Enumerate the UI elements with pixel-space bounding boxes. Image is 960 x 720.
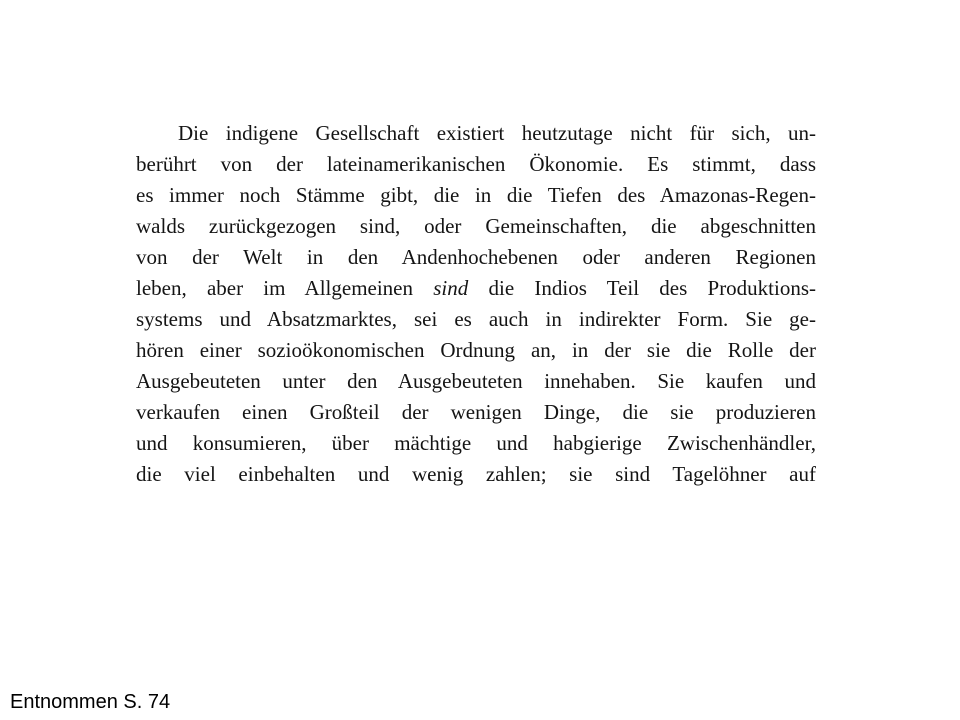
text-line: systems und Absatzmarktes, sei es auch in indirekter Form. Sie ge- [136,307,816,331]
text-line: walds zurückgezogen sind, oder Gemeinschaften, die abgeschnitten [136,214,816,238]
text-segment: die Indios Teil des Produktions- [488,276,817,300]
text-line: die viel einbehalten und wenig zahlen; sie sind Tagelöhner auf [136,462,816,486]
scanned-book-excerpt [136,118,816,503]
text-segment: leben, aber im Allgemeinen [136,276,414,300]
text-line: berührt von der lateinamerikanischen Ökonomie. Es stimmt, dass [136,152,816,176]
text-line: Ausgebeuteten unter den Ausgebeuteten innehaben. Sie kaufen und [136,369,816,393]
text-line [136,273,816,303]
text-line: von der Welt in den Andenhochebenen oder anderen Regionen [136,245,816,269]
text-line: verkaufen einen Großteil der wenigen Dinge, die sie produzieren [136,400,816,424]
emphasized-word: sind [433,276,469,300]
source-caption: Entnommen S. 74 [10,691,171,713]
text-line: es immer noch Stämme gibt, die in die Tiefen des Amazonas-Regen- [136,183,816,207]
text-line: und konsumieren, über mächtige und habgierige Zwischenhändler, [136,431,816,455]
text-line: hören einer sozioökonomischen Ordnung an, in der sie die Rolle der [136,338,816,362]
text-line: Die indigene Gesellschaft existiert heutzutage nicht für sich, un- [178,121,816,145]
